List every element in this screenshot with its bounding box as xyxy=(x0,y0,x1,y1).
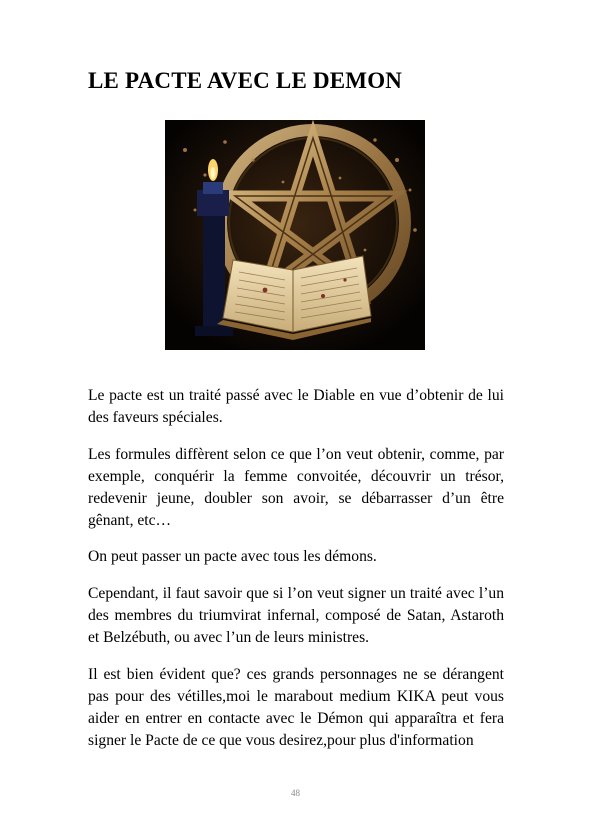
paragraph-1: Le pacte est un traité passé avec le Diable en vue d’obtenir de lui des faveurs spéciales. xyxy=(88,387,504,426)
pentagram-illustration xyxy=(165,120,425,350)
paragraph-4: Cependant, il faut savoir que si l’on veut signer un traité avec l’un des membres du triumvirat infernal, composé de Satan, Astaroth et Belzébuth, ou avec l’un de leurs ministres. xyxy=(88,585,504,646)
paragraph-2: Les formules diffèrent selon ce que l’on veut obtenir, comme, par exemple, conquérir la femme convoitée, découvrir un trésor, redevenir jeune, doubler son avoir, se débarrasser d’un être gênant, etc… xyxy=(88,446,504,529)
page-title: LE PACTE AVEC LE DEMON xyxy=(88,68,403,93)
pentagram-book-candle-icon xyxy=(165,120,425,350)
page-number: 48 xyxy=(291,788,300,798)
paragraph-5: Il est bien évident que? ces grands personnages ne se dérangent pas pour des vétilles,moi le marabout medium KIKA peut vous aider en entrer en contacte avec le Démon qui apparaîtra et fera signer le Pacte de ce que vous desirez,pour plus d'information xyxy=(88,666,504,749)
paragraph-3: On peut passer un pacte avec tous les démons. xyxy=(88,548,377,565)
